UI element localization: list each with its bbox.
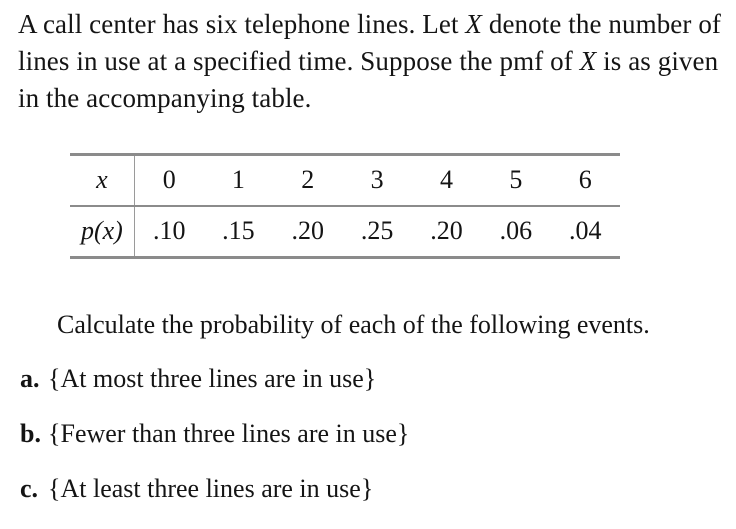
pmf-table [70, 153, 620, 259]
item-text: {Fewer than three lines are in use} [48, 419, 410, 448]
row-header-x: x [70, 155, 134, 206]
table-cell: .25 [360, 216, 394, 246]
row-header-px: p(x) [70, 206, 134, 258]
table-cell: 4 [412, 155, 481, 206]
item-text: {At least three lines are in use} [48, 474, 374, 503]
table-cell: 5 [481, 155, 550, 206]
item-label: a. [20, 364, 40, 393]
table-cell: 0 [134, 155, 203, 206]
item-label: c. [20, 474, 39, 503]
table-cell: .15 [222, 216, 255, 246]
item-label: b. [20, 419, 41, 448]
list-item-b [20, 419, 720, 449]
variable-x: X [579, 46, 597, 76]
table-cell: 1 [204, 155, 273, 206]
intro-text-segment: denote the number of lines in use at a specified time. Suppose the pmf of [18, 9, 722, 76]
table-cell: 2 [273, 155, 342, 206]
table-cell: .10 [153, 216, 186, 246]
table-row-px [70, 206, 620, 258]
table-cell: 3 [342, 155, 411, 206]
table-cell: .04 [569, 216, 602, 246]
table-cell: 6 [551, 155, 620, 206]
intro-text-segment: A call center has six telephone lines. Let [18, 9, 466, 39]
event-list [20, 364, 720, 529]
instruction-text: Calculate the probability of each of the following events. [57, 310, 650, 339]
table-row-x [70, 155, 620, 206]
intro-text-segment: is as given in the accompanying table. [18, 46, 719, 113]
table-cell: .20 [291, 216, 325, 246]
table-cell: .06 [499, 216, 533, 246]
table-cell: .20 [430, 216, 463, 246]
list-item-c [20, 474, 720, 504]
variable-x: X [465, 9, 482, 39]
item-text: {At most three lines are in use} [48, 364, 377, 393]
problem-statement [18, 6, 724, 117]
list-item-a [20, 364, 720, 394]
